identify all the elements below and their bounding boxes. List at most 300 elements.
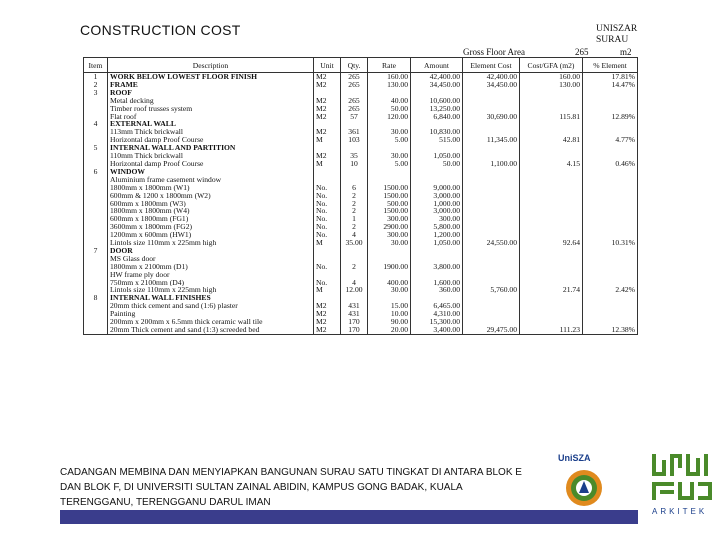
cell-description: Timber roof trusses system <box>108 105 314 113</box>
cell-cost-gfa <box>520 223 583 231</box>
cell-element-cost <box>463 215 520 223</box>
cell-cost-gfa <box>520 207 583 215</box>
col-header-rate: Rate <box>368 58 411 73</box>
cell-cost-gfa <box>520 168 583 176</box>
cell-element-cost <box>463 231 520 239</box>
cell-element-cost <box>463 97 520 105</box>
cell-item <box>84 239 108 247</box>
cell-item <box>84 326 108 334</box>
cell-cost-gfa <box>520 192 583 200</box>
cell-qty: 431 <box>341 302 368 310</box>
cell-amount: 15,300.00 <box>411 318 463 326</box>
cell-cost-gfa: 4.15 <box>520 160 583 168</box>
cell-rate: 15.00 <box>368 302 411 310</box>
col-header-amount: Amount <box>411 58 463 73</box>
col-header-item: Item <box>84 58 108 73</box>
cell-cost-gfa <box>520 294 583 302</box>
cell-description: WORK BELOW LOWEST FLOOR FINISH <box>108 73 314 81</box>
cell-pct-element <box>583 97 638 105</box>
cell-description: ROOF <box>108 89 314 97</box>
cell-qty <box>341 176 368 184</box>
cell-rate: 5.00 <box>368 160 411 168</box>
table-row <box>84 120 638 128</box>
cell-rate <box>368 120 411 128</box>
cell-pct-element <box>583 302 638 310</box>
cell-rate: 400.00 <box>368 279 411 287</box>
table-row <box>84 136 638 144</box>
cell-qty: 170 <box>341 318 368 326</box>
cell-rate <box>368 255 411 263</box>
cell-pct-element: 2.42% <box>583 286 638 294</box>
cell-rate: 2900.00 <box>368 223 411 231</box>
cell-amount: 4,310.00 <box>411 310 463 318</box>
cell-pct-element: 12.38% <box>583 326 638 334</box>
col-header-pct-element: % Element <box>583 58 638 73</box>
cell-description: 113mm Thick brickwall <box>108 128 314 136</box>
cell-qty: 10 <box>341 160 368 168</box>
cell-item: 6 <box>84 168 108 176</box>
cell-amount: 360.00 <box>411 286 463 294</box>
cell-pct-element <box>583 152 638 160</box>
cell-item <box>84 192 108 200</box>
cell-pct-element <box>583 294 638 302</box>
cell-rate <box>368 176 411 184</box>
cell-qty: 361 <box>341 128 368 136</box>
cell-element-cost: 42,400.00 <box>463 73 520 81</box>
table-row <box>84 128 638 136</box>
cell-rate: 120.00 <box>368 113 411 121</box>
cell-qty: 265 <box>341 73 368 81</box>
cell-rate: 40.00 <box>368 97 411 105</box>
cell-unit: M2 <box>314 318 341 326</box>
cell-item: 7 <box>84 247 108 255</box>
cell-pct-element <box>583 271 638 279</box>
table-row <box>84 279 638 287</box>
cell-unit: No. <box>314 215 341 223</box>
unisza-logo-icon <box>550 452 618 512</box>
cell-rate: 50.00 <box>368 105 411 113</box>
table-row <box>84 247 638 255</box>
cell-element-cost <box>463 105 520 113</box>
cell-cost-gfa <box>520 105 583 113</box>
cell-description: Horizontal damp Proof Course <box>108 136 314 144</box>
cell-amount: 515.00 <box>411 136 463 144</box>
cell-element-cost: 24,550.00 <box>463 239 520 247</box>
cell-qty: 12.00 <box>341 286 368 294</box>
col-header-unit: Unit <box>314 58 341 73</box>
cell-pct-element <box>583 263 638 271</box>
cell-qty: 265 <box>341 97 368 105</box>
building-name: SURAU <box>596 35 629 45</box>
cell-item <box>84 286 108 294</box>
cell-element-cost: 1,100.00 <box>463 160 520 168</box>
cell-description: Horizontal damp Proof Course <box>108 160 314 168</box>
cell-description: 200mm x 200mm x 6.5mm thick ceramic wall tile <box>108 318 314 326</box>
cell-description: Aluminium frame casement window <box>108 176 314 184</box>
cell-qty <box>341 168 368 176</box>
cell-pct-element: 17.81% <box>583 73 638 81</box>
cell-rate: 30.00 <box>368 128 411 136</box>
cell-item <box>84 105 108 113</box>
cell-cost-gfa <box>520 128 583 136</box>
cell-rate: 1500.00 <box>368 184 411 192</box>
cell-amount <box>411 294 463 302</box>
project-caption: CADANGAN MEMBINA DAN MENYIAPKAN BANGUNAN SURAU SATU TINGKAT DI ANTARA BLOK E DAN BLOK F, DI UNIVERSITI SULTAN ZAINAL ABIDIN, KAMPUS GONG BADAK, KUALA TERENGGANU, TERENGGANU DARUL IMAN <box>60 467 522 508</box>
cell-qty: 2 <box>341 223 368 231</box>
cell-amount: 1,600.00 <box>411 279 463 287</box>
gfa-label: Gross Floor Area <box>463 47 525 57</box>
cell-description: INTERNAL WALL AND PARTITION <box>108 144 314 152</box>
cell-element-cost <box>463 247 520 255</box>
cell-item <box>84 160 108 168</box>
cell-item <box>84 176 108 184</box>
cell-description: 600mm x 1800mm (W3) <box>108 200 314 208</box>
cell-pct-element <box>583 231 638 239</box>
cost-table <box>83 57 638 335</box>
cell-element-cost: 30,690.00 <box>463 113 520 121</box>
cell-cost-gfa <box>520 215 583 223</box>
cell-cost-gfa: 42.81 <box>520 136 583 144</box>
table-row <box>84 152 638 160</box>
cell-rate: 90.00 <box>368 318 411 326</box>
cell-unit <box>314 247 341 255</box>
cell-unit <box>314 271 341 279</box>
cell-unit: No. <box>314 263 341 271</box>
cell-cost-gfa <box>520 279 583 287</box>
cell-unit: M <box>314 286 341 294</box>
table-row <box>84 160 638 168</box>
cell-qty: 57 <box>341 113 368 121</box>
cell-qty: 265 <box>341 105 368 113</box>
cell-qty: 6 <box>341 184 368 192</box>
table-row <box>84 184 638 192</box>
cell-unit: M2 <box>314 105 341 113</box>
cell-rate: 10.00 <box>368 310 411 318</box>
cell-element-cost <box>463 207 520 215</box>
cell-item <box>84 318 108 326</box>
cell-unit: M2 <box>314 81 341 89</box>
cell-pct-element <box>583 247 638 255</box>
table-row <box>84 168 638 176</box>
cell-pct-element <box>583 255 638 263</box>
cell-qty: 4 <box>341 279 368 287</box>
cell-pct-element <box>583 176 638 184</box>
table-header-row <box>84 58 638 73</box>
cell-unit <box>314 89 341 97</box>
cell-cost-gfa <box>520 144 583 152</box>
cell-cost-gfa <box>520 318 583 326</box>
cell-qty: 2 <box>341 207 368 215</box>
cell-pct-element: 10.31% <box>583 239 638 247</box>
table-row <box>84 73 638 81</box>
cell-amount: 3,000.00 <box>411 207 463 215</box>
cell-element-cost <box>463 176 520 184</box>
cell-description: Lintols size 110mm x 225mm high <box>108 286 314 294</box>
cell-pct-element <box>583 207 638 215</box>
cell-amount <box>411 255 463 263</box>
cell-unit: No. <box>314 207 341 215</box>
cell-pct-element <box>583 200 638 208</box>
col-header-cost-gfa: Cost/GFA (m2) <box>520 58 583 73</box>
cell-cost-gfa: 160.00 <box>520 73 583 81</box>
cell-qty: 4 <box>341 231 368 239</box>
gfa-unit: m2 <box>620 47 632 57</box>
cell-description: FRAME <box>108 81 314 89</box>
cell-pct-element <box>583 120 638 128</box>
cell-amount <box>411 176 463 184</box>
cell-description: 750mm x 2100mm (D4) <box>108 279 314 287</box>
cell-amount: 3,000.00 <box>411 192 463 200</box>
cell-unit: No. <box>314 184 341 192</box>
cell-element-cost <box>463 152 520 160</box>
cell-qty: 103 <box>341 136 368 144</box>
footer-bar <box>60 510 638 524</box>
cell-description: 20mm Thick cement and sand (1:3) screeded bed <box>108 326 314 334</box>
cell-element-cost <box>463 310 520 318</box>
cell-unit: M <box>314 136 341 144</box>
cell-description: INTERNAL WALL FINISHES <box>108 294 314 302</box>
cell-amount: 42,400.00 <box>411 73 463 81</box>
cell-amount: 50.00 <box>411 160 463 168</box>
cell-pct-element <box>583 89 638 97</box>
cell-pct-element <box>583 128 638 136</box>
cell-qty: 265 <box>341 81 368 89</box>
cell-amount <box>411 247 463 255</box>
cell-rate: 5.00 <box>368 136 411 144</box>
cell-qty: 2 <box>341 200 368 208</box>
cell-unit: M2 <box>314 310 341 318</box>
cell-element-cost <box>463 89 520 97</box>
cell-rate: 130.00 <box>368 81 411 89</box>
cell-cost-gfa: 111.23 <box>520 326 583 334</box>
cell-cost-gfa: 130.00 <box>520 81 583 89</box>
cell-cost-gfa <box>520 97 583 105</box>
cell-amount: 1,050.00 <box>411 152 463 160</box>
cell-unit: M2 <box>314 73 341 81</box>
cell-item: 8 <box>84 294 108 302</box>
cell-amount: 13,250.00 <box>411 105 463 113</box>
cell-item <box>84 200 108 208</box>
cell-rate <box>368 89 411 97</box>
cell-cost-gfa: 21.74 <box>520 286 583 294</box>
cell-amount: 6,840.00 <box>411 113 463 121</box>
cell-rate: 30.00 <box>368 239 411 247</box>
cell-item: 2 <box>84 81 108 89</box>
cell-qty <box>341 247 368 255</box>
cell-qty: 35.00 <box>341 239 368 247</box>
cell-rate: 300.00 <box>368 231 411 239</box>
cell-element-cost <box>463 318 520 326</box>
cell-rate: 1900.00 <box>368 263 411 271</box>
cell-pct-element <box>583 184 638 192</box>
arkitek-logo-pattern <box>652 454 712 500</box>
cell-qty: 35 <box>341 152 368 160</box>
cell-rate <box>368 271 411 279</box>
cell-item: 1 <box>84 73 108 81</box>
cell-cost-gfa <box>520 310 583 318</box>
table-row <box>84 113 638 121</box>
cell-element-cost <box>463 255 520 263</box>
cell-element-cost <box>463 302 520 310</box>
cell-description: Painting <box>108 310 314 318</box>
cell-item <box>84 152 108 160</box>
cell-unit: M2 <box>314 97 341 105</box>
arkitek-logo-text: ARKITEK <box>652 507 708 516</box>
cell-element-cost: 11,345.00 <box>463 136 520 144</box>
cell-pct-element <box>583 105 638 113</box>
cell-unit: M2 <box>314 326 341 334</box>
table-row <box>84 302 638 310</box>
table-row <box>84 310 638 318</box>
cell-qty: 2 <box>341 263 368 271</box>
cell-cost-gfa: 92.64 <box>520 239 583 247</box>
cell-element-cost <box>463 120 520 128</box>
cell-rate <box>368 247 411 255</box>
cell-pct-element <box>583 192 638 200</box>
cell-pct-element <box>583 168 638 176</box>
table-row <box>84 286 638 294</box>
cell-cost-gfa <box>520 200 583 208</box>
cell-rate <box>368 144 411 152</box>
col-header-element-cost: Element Cost <box>463 58 520 73</box>
cell-element-cost <box>463 128 520 136</box>
cell-pct-element <box>583 318 638 326</box>
cell-cost-gfa <box>520 120 583 128</box>
cell-qty: 170 <box>341 326 368 334</box>
cell-description: MS Glass door <box>108 255 314 263</box>
cell-qty: 2 <box>341 192 368 200</box>
cell-item: 5 <box>84 144 108 152</box>
cell-qty <box>341 144 368 152</box>
cell-qty <box>341 271 368 279</box>
cell-item <box>84 223 108 231</box>
cell-cost-gfa <box>520 271 583 279</box>
project-header <box>596 24 637 46</box>
cell-cost-gfa <box>520 176 583 184</box>
cell-description: 1200mm x 600mm (HW1) <box>108 231 314 239</box>
cell-element-cost <box>463 192 520 200</box>
cell-unit: M2 <box>314 128 341 136</box>
table-row <box>84 239 638 247</box>
cell-item <box>84 136 108 144</box>
cell-element-cost: 5,760.00 <box>463 286 520 294</box>
table-row <box>84 231 638 239</box>
cell-pct-element <box>583 144 638 152</box>
cell-item <box>84 231 108 239</box>
cell-rate: 500.00 <box>368 200 411 208</box>
table-row <box>84 105 638 113</box>
cell-description: EXTERNAL WALL <box>108 120 314 128</box>
cell-amount <box>411 271 463 279</box>
cell-amount <box>411 144 463 152</box>
cell-qty: 1 <box>341 215 368 223</box>
cell-unit: M <box>314 239 341 247</box>
cell-unit: No. <box>314 223 341 231</box>
cell-unit: M2 <box>314 302 341 310</box>
table-row <box>84 223 638 231</box>
cell-rate: 20.00 <box>368 326 411 334</box>
cell-item <box>84 97 108 105</box>
cell-element-cost <box>463 279 520 287</box>
cell-unit <box>314 255 341 263</box>
cell-description: 20mm thick cement and sand (1:6) plaster <box>108 302 314 310</box>
cell-qty: 431 <box>341 310 368 318</box>
table-row <box>84 81 638 89</box>
org-name: UNISZAR <box>596 24 638 34</box>
cell-element-cost <box>463 263 520 271</box>
cell-unit: M2 <box>314 152 341 160</box>
cell-unit: No. <box>314 192 341 200</box>
cell-cost-gfa: 115.81 <box>520 113 583 121</box>
cell-cost-gfa <box>520 152 583 160</box>
cell-amount <box>411 120 463 128</box>
table-row <box>84 144 638 152</box>
cell-item <box>84 302 108 310</box>
table-row <box>84 318 638 326</box>
cell-pct-element <box>583 223 638 231</box>
cell-amount: 300.00 <box>411 215 463 223</box>
cell-item <box>84 255 108 263</box>
cell-cost-gfa <box>520 302 583 310</box>
col-header-description: Description <box>108 58 314 73</box>
cell-amount: 9,000.00 <box>411 184 463 192</box>
table-row <box>84 207 638 215</box>
table-row <box>84 176 638 184</box>
cell-pct-element <box>583 310 638 318</box>
cell-amount: 3,800.00 <box>411 263 463 271</box>
table-row <box>84 192 638 200</box>
cell-cost-gfa <box>520 263 583 271</box>
cell-element-cost <box>463 184 520 192</box>
cell-item <box>84 310 108 318</box>
cell-amount: 1,200.00 <box>411 231 463 239</box>
cell-description: 1800mm x 1800mm (W1) <box>108 184 314 192</box>
table-row <box>84 200 638 208</box>
cell-amount <box>411 168 463 176</box>
cell-qty <box>341 89 368 97</box>
cell-item <box>84 271 108 279</box>
cell-item <box>84 113 108 121</box>
page-title: CONSTRUCTION COST <box>80 22 241 38</box>
cell-description: Lintols size 110mm x 225mm high <box>108 239 314 247</box>
cell-description: Flat roof <box>108 113 314 121</box>
cell-item: 4 <box>84 120 108 128</box>
cell-item <box>84 128 108 136</box>
cell-qty <box>341 255 368 263</box>
cell-element-cost <box>463 144 520 152</box>
cell-description: 600mm x 1800mm (FG1) <box>108 215 314 223</box>
cell-item <box>84 215 108 223</box>
cell-unit: No. <box>314 279 341 287</box>
cell-description: 1800mm x 1800mm (W4) <box>108 207 314 215</box>
cell-element-cost <box>463 223 520 231</box>
cell-amount: 3,400.00 <box>411 326 463 334</box>
cell-description: Metal decking <box>108 97 314 105</box>
cell-qty <box>341 120 368 128</box>
cell-description: 1800mm x 2100mm (D1) <box>108 263 314 271</box>
cell-element-cost <box>463 271 520 279</box>
cell-item <box>84 207 108 215</box>
cell-cost-gfa <box>520 184 583 192</box>
cell-item <box>84 184 108 192</box>
cell-element-cost: 34,450.00 <box>463 81 520 89</box>
table-row <box>84 326 638 334</box>
cell-pct-element: 14.47% <box>583 81 638 89</box>
gfa-value: 265 <box>575 47 589 57</box>
cell-pct-element <box>583 279 638 287</box>
cell-unit <box>314 176 341 184</box>
table-row <box>84 89 638 97</box>
